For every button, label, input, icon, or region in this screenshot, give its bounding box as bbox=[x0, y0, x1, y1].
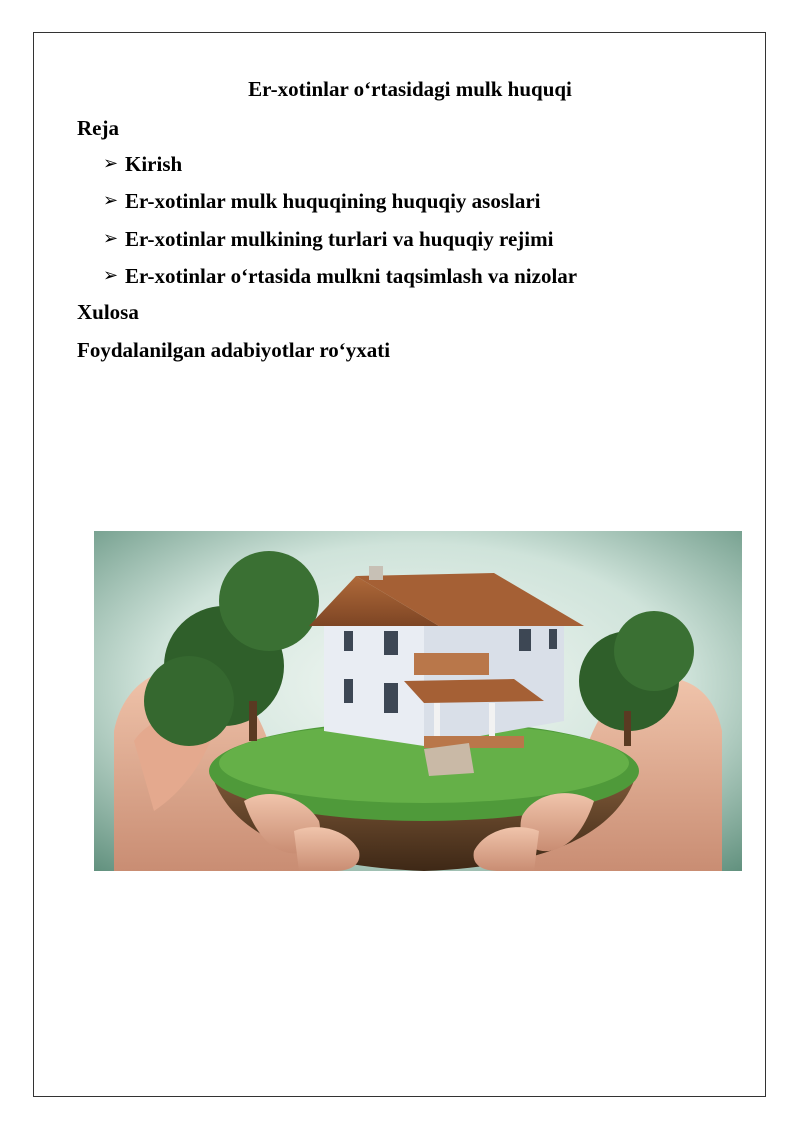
references-heading: Foydalanilgan adabiyotlar ro‘yxati bbox=[77, 338, 391, 362]
plan-item-label: Kirish bbox=[125, 152, 183, 176]
document-title: Er-xotinlar o‘rtasidagi mulk huquqi bbox=[248, 77, 572, 101]
arrow-bullet-icon: ➢ bbox=[103, 265, 119, 286]
plan-item-label: Er-xotinlar mulk huquqining huquqiy asoslari bbox=[125, 189, 541, 213]
house-in-hands-image bbox=[94, 531, 742, 871]
arrow-bullet-icon: ➢ bbox=[103, 190, 119, 211]
arrow-bullet-icon: ➢ bbox=[103, 153, 119, 174]
plan-item-label: Er-xotinlar o‘rtasida mulkni taqsimlash va nizolar bbox=[125, 264, 578, 288]
plan-heading: Reja bbox=[77, 116, 119, 140]
plan-item bbox=[103, 226, 553, 252]
plan-item bbox=[103, 151, 182, 177]
plan-item bbox=[103, 188, 541, 214]
plan-item-label: Er-xotinlar mulkining turlari va huquqiy rejimi bbox=[125, 227, 554, 251]
arrow-bullet-icon: ➢ bbox=[103, 228, 119, 249]
plan-item bbox=[103, 263, 577, 289]
conclusion-heading: Xulosa bbox=[77, 300, 139, 324]
